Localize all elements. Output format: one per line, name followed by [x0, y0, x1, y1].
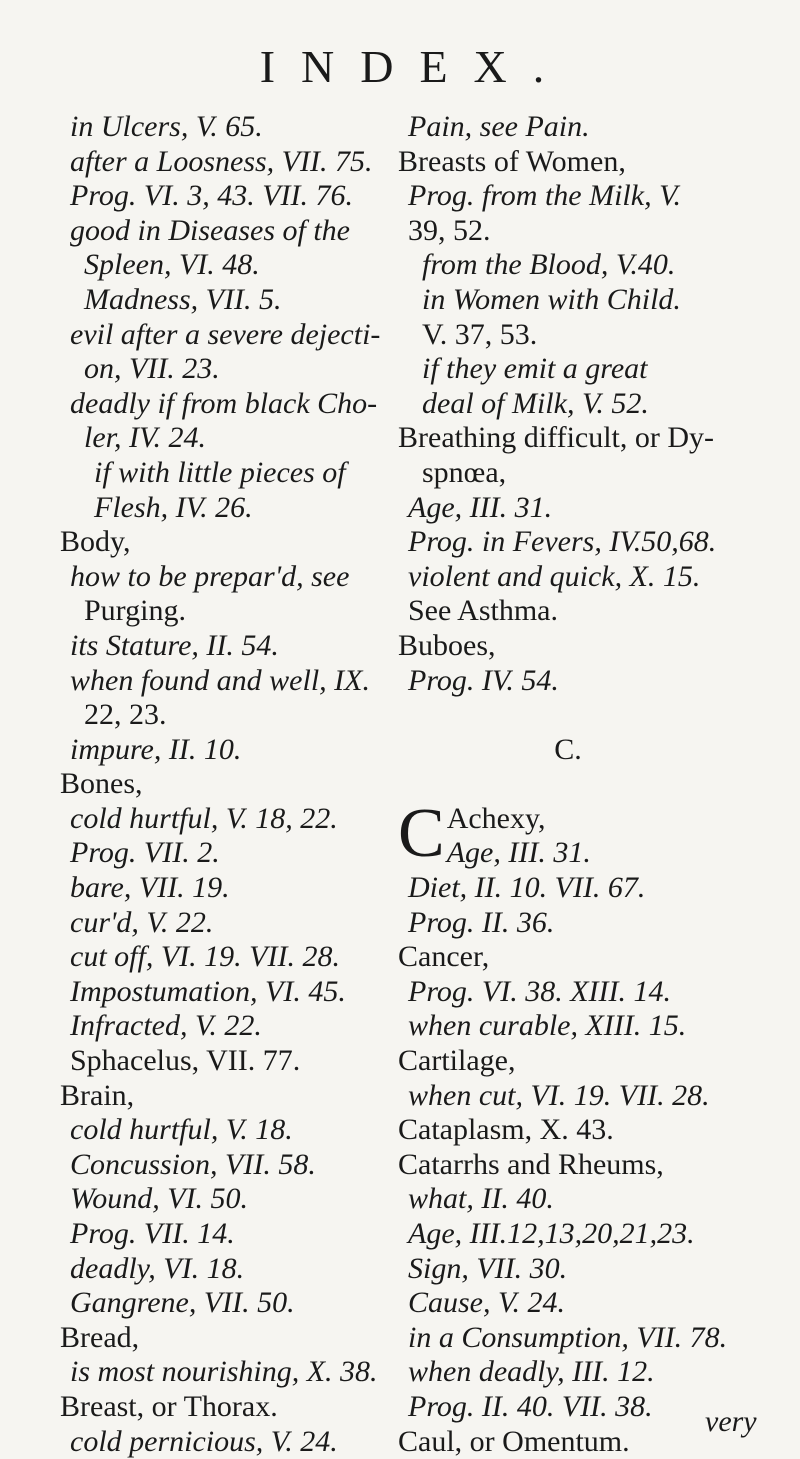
- index-entry: Diet, II. 10. VII. 67.: [408, 871, 646, 905]
- index-entry: Madness, VII. 5.: [84, 282, 282, 316]
- index-entry: Flesh, IV. 26.: [94, 490, 253, 524]
- index-entry: Impostumation, VI. 45.: [70, 974, 346, 1008]
- index-entry: Catarrhs and Rheums,: [398, 1147, 664, 1181]
- index-entry: cold pernicious, V. 24.: [70, 1424, 338, 1458]
- index-entry: in Women with Child.: [422, 282, 681, 316]
- index-entry: is most nourishing, X. 38.: [70, 1355, 378, 1389]
- index-entry: bare, VII. 19.: [70, 871, 230, 905]
- index-entry: Prog. from the Milk, V.: [408, 179, 682, 213]
- index-entry: Buboes,: [398, 628, 496, 662]
- index-entry: Prog. IV. 54.: [408, 663, 559, 697]
- index-entry: its Stature, II. 54.: [70, 628, 279, 662]
- index-entry: Age, III. 31.: [446, 836, 591, 870]
- index-entry: Purging.: [84, 594, 186, 628]
- index-entry: C.: [554, 732, 582, 766]
- index-entry: See Asthma.: [408, 594, 558, 628]
- index-entry: ler, IV. 24.: [84, 421, 206, 455]
- index-entry: Breast, or Thorax.: [60, 1389, 278, 1423]
- index-entry: after a Loosness, VII. 75.: [70, 144, 373, 178]
- index-entry: Concussion, VII. 58.: [70, 1147, 316, 1181]
- index-entry: what, II. 40.: [408, 1182, 554, 1216]
- index-entry: [398, 698, 768, 733]
- index-entry: when found and well, IX.: [70, 663, 370, 697]
- index-entry: Brain,: [60, 1078, 135, 1112]
- index-entry: Gangrene, VII. 50.: [70, 1286, 295, 1320]
- index-entry: Wound, VI. 50.: [70, 1182, 249, 1216]
- index-entry: from the Blood, V.40.: [422, 248, 676, 282]
- index-entry: Prog. VII. 14.: [70, 1217, 235, 1250]
- index-entry: Infracted, V. 22.: [70, 1009, 262, 1043]
- index-entry: how to be prepar'd, see: [70, 559, 350, 593]
- index-entry: Prog. VII. 2.: [70, 836, 220, 870]
- index-entry: in Ulcers, V. 65.: [70, 110, 263, 143]
- index-entry: Bread,: [60, 1320, 140, 1354]
- index-entry: Caul, or Omentum.: [398, 1424, 630, 1458]
- index-entry: cold hurtful, V. 18, 22.: [70, 801, 338, 835]
- index-entry: Breasts of Women,: [398, 144, 626, 178]
- index-entry: Sign, VII. 30.: [408, 1251, 568, 1285]
- index-entry: impure, II. 10.: [70, 732, 242, 766]
- entry-text: Achexy,: [446, 801, 546, 835]
- index-entry: Age, III.12,13,20,21,23.: [408, 1217, 695, 1250]
- index-entry: spnœa,: [422, 455, 507, 489]
- index-entry: in a Consumption, VII. 78.: [408, 1320, 728, 1354]
- index-entry: Prog. II. 40. VII. 38.: [408, 1389, 653, 1423]
- index-entry: 39, 52.: [408, 213, 491, 247]
- index-entry: Pain, see Pain.: [408, 110, 590, 143]
- index-entry: Age, III. 31.: [408, 490, 553, 524]
- index-entry: Cancer,: [398, 940, 490, 974]
- index-header: INDEX.: [259, 41, 571, 92]
- index-entry: Bones,: [60, 767, 143, 801]
- index-entry: deadly, VI. 18.: [70, 1251, 245, 1285]
- index-entry: violent and quick, X. 15.: [408, 559, 701, 593]
- index-entry: evil after a severe dejecti-: [70, 317, 381, 351]
- catchword: very: [705, 1405, 757, 1438]
- index-entry: deadly if from black Cho-: [70, 386, 378, 420]
- index-entry: Spleen, VI. 48.: [84, 248, 260, 282]
- index-entry: cur'd, V. 22.: [70, 905, 214, 939]
- index-entry: Prog. VI. 38. XIII. 14.: [408, 974, 671, 1008]
- index-entry: when deadly, III. 12.: [408, 1355, 655, 1389]
- index-entry: Breathing difficult, or Dy-: [398, 421, 715, 455]
- index-entry: good in Diseases of the: [70, 213, 350, 247]
- index-entry: Prog. II. 36.: [408, 905, 555, 939]
- drop-cap-letter: C: [398, 794, 445, 872]
- index-entry: Body,: [60, 525, 131, 559]
- index-entry: V. 37, 53.: [422, 317, 538, 351]
- index-entry: if with little pieces of: [94, 455, 346, 489]
- index-entry: 22, 23.: [84, 698, 167, 732]
- index-entry: Prog. in Fevers, IV.50,68.: [408, 525, 717, 559]
- index-entry: [398, 767, 768, 802]
- right-column: [398, 110, 768, 1459]
- index-entry: when cut, VI. 19. VII. 28.: [408, 1078, 710, 1112]
- index-entry: Cartilage,: [398, 1044, 516, 1078]
- index-entry: Sphacelus, VII. 77.: [70, 1044, 301, 1078]
- index-entry: Cataplasm, X. 43.: [398, 1113, 614, 1147]
- index-entry: when curable, XIII. 15.: [408, 1009, 687, 1043]
- index-entry: Prog. VI. 3, 43. VII. 76.: [70, 179, 354, 213]
- index-entry: on, VII. 23.: [84, 352, 220, 386]
- index-entry: deal of Milk, V. 52.: [422, 386, 649, 420]
- index-entry: Cause, V. 24.: [408, 1286, 565, 1320]
- index-entry: cut off, VI. 19. VII. 28.: [70, 940, 340, 974]
- index-entry: if they emit a great: [422, 352, 648, 386]
- index-entry: cold hurtful, V. 18.: [70, 1113, 293, 1147]
- left-column: [60, 110, 430, 1459]
